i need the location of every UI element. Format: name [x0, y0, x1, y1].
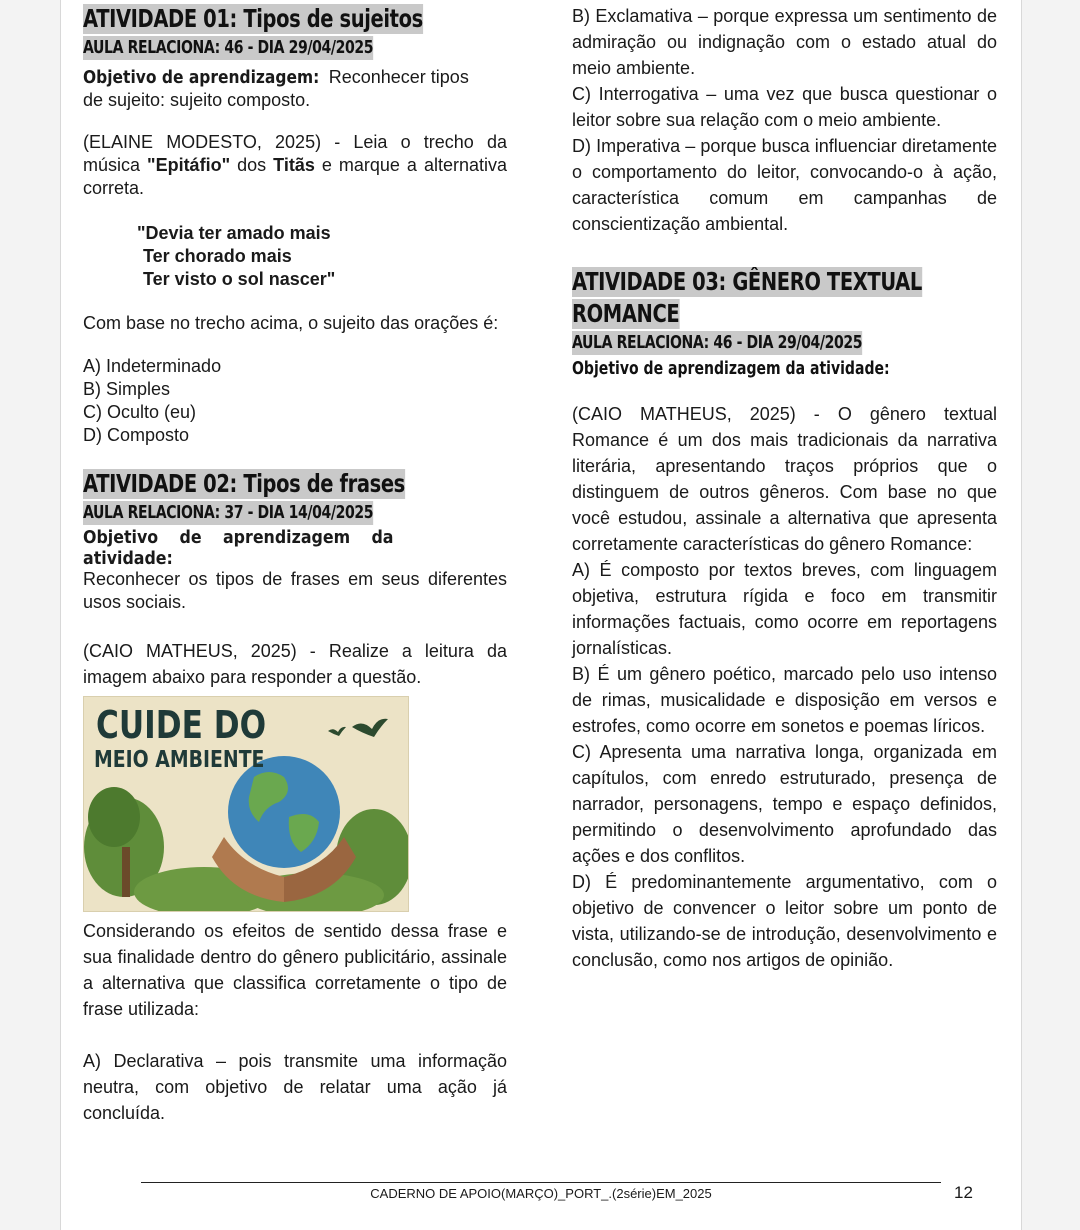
activity-03-option-a[interactable]: A) É composto por textos breves, com linguagem objetiva, estrutura rígida e foco em transmitir informações factuais, como ocorre em reportagens jornalísticas. [572, 560, 997, 658]
document-page [60, 0, 1022, 1230]
activity-01-options [83, 355, 507, 447]
activity-03-title-line1: ATIVIDADE 03: GÊNERO TEXTUAL [572, 267, 922, 296]
left-column [83, 4, 507, 1126]
activity-02-title: ATIVIDADE 02: Tipos de frases [83, 469, 405, 498]
bush-shape [88, 787, 140, 847]
activity-02-option-d[interactable]: D) Imperativa – porque busca influenciar diretamente o comportamento do leitor, convocando-o à ação, característica comum em campanhas de conscientização ambiental. [572, 136, 997, 234]
activity-01-aula: AULA RELACIONA: 46 - DIA 29/04/2025 [83, 37, 374, 58]
option-b[interactable]: B) Simples [83, 379, 171, 399]
activity-03-objective-label: Objetivo de aprendizagem da atividade: [572, 358, 890, 379]
activity-01-question: Com base no trecho acima, o sujeito das orações é: [83, 313, 499, 333]
option-c[interactable]: C) Oculto (eu) [83, 402, 197, 422]
activity-03-title-line2: ROMANCE [572, 299, 680, 328]
poster-title: CUIDE DO [96, 703, 267, 747]
activity-03-option-b[interactable]: B) É um gênero poético, marcado pelo uso intenso de rimas, musicalidade e disposição em versos e estrofes, como ocorre em sonetos e poemas líricos. [572, 664, 997, 736]
lyric-line: Ter chorado mais [143, 246, 292, 266]
right-column [572, 3, 997, 973]
lyric-line: Ter visto o sol nascer" [143, 269, 336, 289]
objective-label: Objetivo de aprendizagem: [83, 67, 320, 88]
activity-01-title: ATIVIDADE 01: Tipos de sujeitos [83, 4, 423, 33]
activity-02-option-a[interactable]: A) Declarativa – pois transmite uma informação neutra, com objetivo de relatar uma ação já concluída. [83, 1051, 507, 1123]
song-title: "Epitáfio" [147, 155, 231, 175]
environment-poster-image [83, 696, 409, 912]
band-name: Titãs [273, 155, 315, 175]
intro-text: (ELAINE MODESTO, 2025) - Leia o trecho da música [83, 132, 507, 175]
lyric-line: "Devia ter amado mais [137, 223, 331, 243]
activity-03-aula: AULA RELACIONA: 46 - DIA 29/04/2025 [572, 332, 863, 353]
activity-02-option-b[interactable]: B) Exclamativa – porque expressa um sentimento de admiração ou indignação com o estado atual do meio ambiente. [572, 6, 997, 78]
footer-text: CADERNO DE APOIO(MARÇO)_PORT_.(2série)EM_2025 [370, 1186, 712, 1201]
intro-post: e marque a alternativa correta. [83, 155, 507, 198]
activity-02-aula: AULA RELACIONA: 37 - DIA 14/04/2025 [83, 502, 374, 523]
activity-03-option-c[interactable]: C) Apresenta uma narrativa longa, organizada em capítulos, com enredo estruturado, presença de narrador, personagens, tempo e espaço definidos, permitindo o desenvolvimento aprofundado das ações e dos conflitos. [572, 742, 997, 866]
page-number: 12 [954, 1183, 973, 1202]
intro-mid: dos [230, 155, 274, 175]
activity-03-intro: (CAIO MATHEUS, 2025) - O gênero textual Romance é um dos mais tradicionais da narrativa literária, apresentando traços próprios que o distinguem de outros gêneros. Com base no que você estudou, assinale a alternativa que apresenta corretamente características do gênero Romance: [572, 404, 997, 554]
option-d[interactable]: D) Composto [83, 425, 190, 445]
footer-divider [141, 1182, 941, 1183]
activity-02-objective-label: Objetivo de aprendizagem da atividade: [83, 527, 394, 569]
tree-trunk [122, 847, 130, 897]
activity-01-intro [83, 131, 507, 200]
poster-subtitle: MEIO AMBIENTE [94, 747, 265, 773]
activity-02-objective-text: Reconhecer os tipos de frases em seus diferentes usos sociais. [83, 569, 507, 612]
activity-03-option-d[interactable]: D) É predominantemente argumentativo, com o objetivo de convencer o leitor sobre um ponto de vista, utilizando-se de introdução, desenvolvimento e conclusão, como nos artigos de opinião. [572, 872, 997, 970]
activity-02-option-c[interactable]: C) Interrogativa – uma vez que busca questionar o leitor sobre sua relação com o meio ambiente. [572, 84, 997, 130]
activity-01-objective [83, 66, 507, 112]
bird-shape [328, 727, 346, 736]
objective-text-first: Reconhecer tipos [323, 67, 469, 87]
bird-shape [352, 719, 388, 737]
lyrics-excerpt [137, 222, 507, 291]
activity-02-question: Considerando os efeitos de sentido dessa frase e sua finalidade dentro do gênero publicitário, assinale a alternativa que classifica corretamente o tipo de frase utilizada: [83, 921, 507, 1019]
activity-02-intro: (CAIO MATHEUS, 2025) - Realize a leitura da imagem abaixo para responder a questão. [83, 641, 507, 687]
option-a[interactable]: A) Indeterminado [83, 356, 222, 376]
objective-text-rest: de sujeito: sujeito composto. [83, 90, 311, 110]
